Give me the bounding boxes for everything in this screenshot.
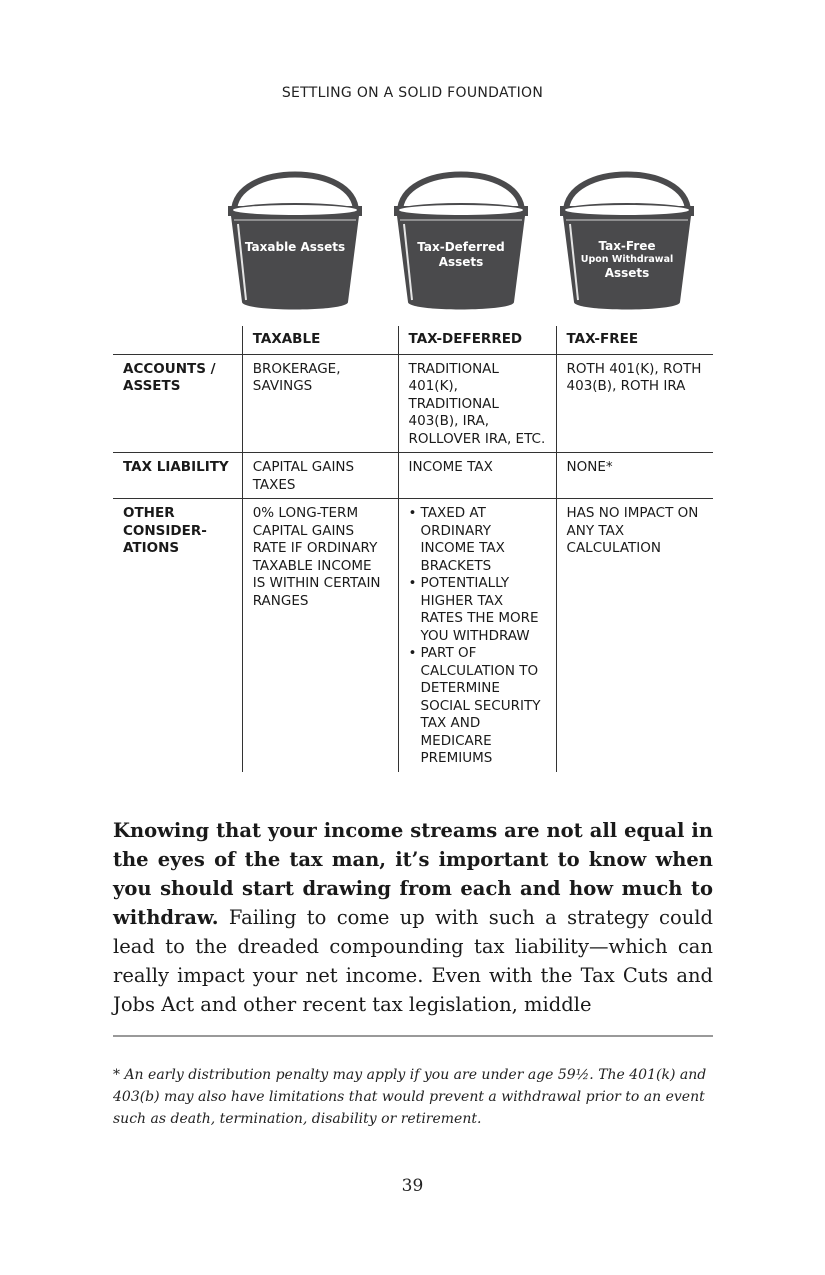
table-row (113, 499, 713, 772)
table-header-row (113, 326, 713, 354)
bucket-label-line1: Tax-Deferred (417, 240, 505, 254)
table-cell: CAPITAL GAINS TAXES (242, 453, 398, 499)
list-item: • POTENTIALLY HIGHER TAX RATES THE MORE YOU WITHDRAW (409, 575, 546, 645)
page-number: 39 (401, 1176, 424, 1196)
bucket-label (242, 240, 348, 255)
bucket-label-line2: Upon Withdrawal (580, 254, 674, 265)
bucket-icon (222, 150, 368, 315)
table-cell: NONE* (556, 453, 713, 499)
bucket-tax-deferred (388, 150, 534, 315)
bucket-label-line1: Tax-Free (598, 239, 656, 253)
row-header-tax-liability: TAX LIABILITY (113, 453, 242, 499)
row-header-other-considerations: OTHER CONSIDER-ATIONS (113, 499, 242, 772)
table-cell: HAS NO IMPACT ON ANY TAX CALCULATION (556, 499, 713, 772)
bucket-illustration (222, 150, 712, 320)
table-row (113, 354, 713, 453)
bucket-label (574, 239, 680, 281)
running-head: SETTLING ON A SOLID FOUNDATION (281, 85, 544, 101)
bucket-label (408, 240, 514, 270)
table-cell: ROTH 401(K), ROTH 403(B), ROTH IRA (556, 354, 713, 453)
table-cell-bullets (398, 499, 556, 772)
table-cell: BROKERAGE, SAVINGS (242, 354, 398, 453)
column-header-taxable: TAXABLE (242, 326, 398, 354)
corner-cell (113, 326, 242, 354)
list-item: • PART OF CALCULATION TO DETERMINE SOCIAL SECURITY TAX AND MEDICARE PREMIUMS (409, 645, 546, 768)
table-cell: TRADITIONAL 401(K), TRADITIONAL 403(B), IRA, ROLLOVER IRA, ETC. (398, 354, 556, 453)
bucket-taxable (222, 150, 368, 315)
body-bold-lead: Knowing that your income streams are not all equal in the eyes of the tax man, it’s important to know when you should start drawing from each and how much to withdraw. (113, 819, 713, 929)
table-cell: INCOME TAX (398, 453, 556, 499)
footnote-divider (113, 1035, 713, 1037)
column-header-tax-free: TAX-FREE (556, 326, 713, 354)
bucket-label-line3: Assets (604, 266, 650, 280)
bucket-label-line1: Taxable Assets (244, 240, 346, 254)
table-cell: 0% LONG-TERM CAPITAL GAINS RATE IF ORDINARY TAXABLE INCOME IS WITHIN CERTAIN RANGES (242, 499, 398, 772)
bullet-list (409, 505, 546, 768)
list-item: • TAXED AT ORDINARY INCOME TAX BRACKETS (409, 505, 546, 575)
body-paragraph (113, 816, 713, 1019)
body-rest: Failing to come up with such a strategy could lead to the dreaded compounding tax liability—which can really impact your net income. Even with the Tax Cuts and Jobs Act and other recent tax legislation, middle (113, 906, 713, 1016)
bucket-tax-free (554, 150, 700, 315)
row-header-accounts: ACCOUNTS / ASSETS (113, 354, 242, 453)
bucket-icon (554, 150, 700, 315)
tax-comparison-table (113, 326, 713, 772)
table-row (113, 453, 713, 499)
bucket-icon (388, 150, 534, 315)
column-header-tax-deferred: TAX-DEFERRED (398, 326, 556, 354)
footnote: * An early distribution penalty may apply if you are under age 59½. The 401(k) and 403(b) may also have limitations that would prevent a withdrawal prior to an event such as death, termination, disability or retirement. (113, 1067, 707, 1127)
bucket-label-line3: Assets (438, 255, 484, 269)
